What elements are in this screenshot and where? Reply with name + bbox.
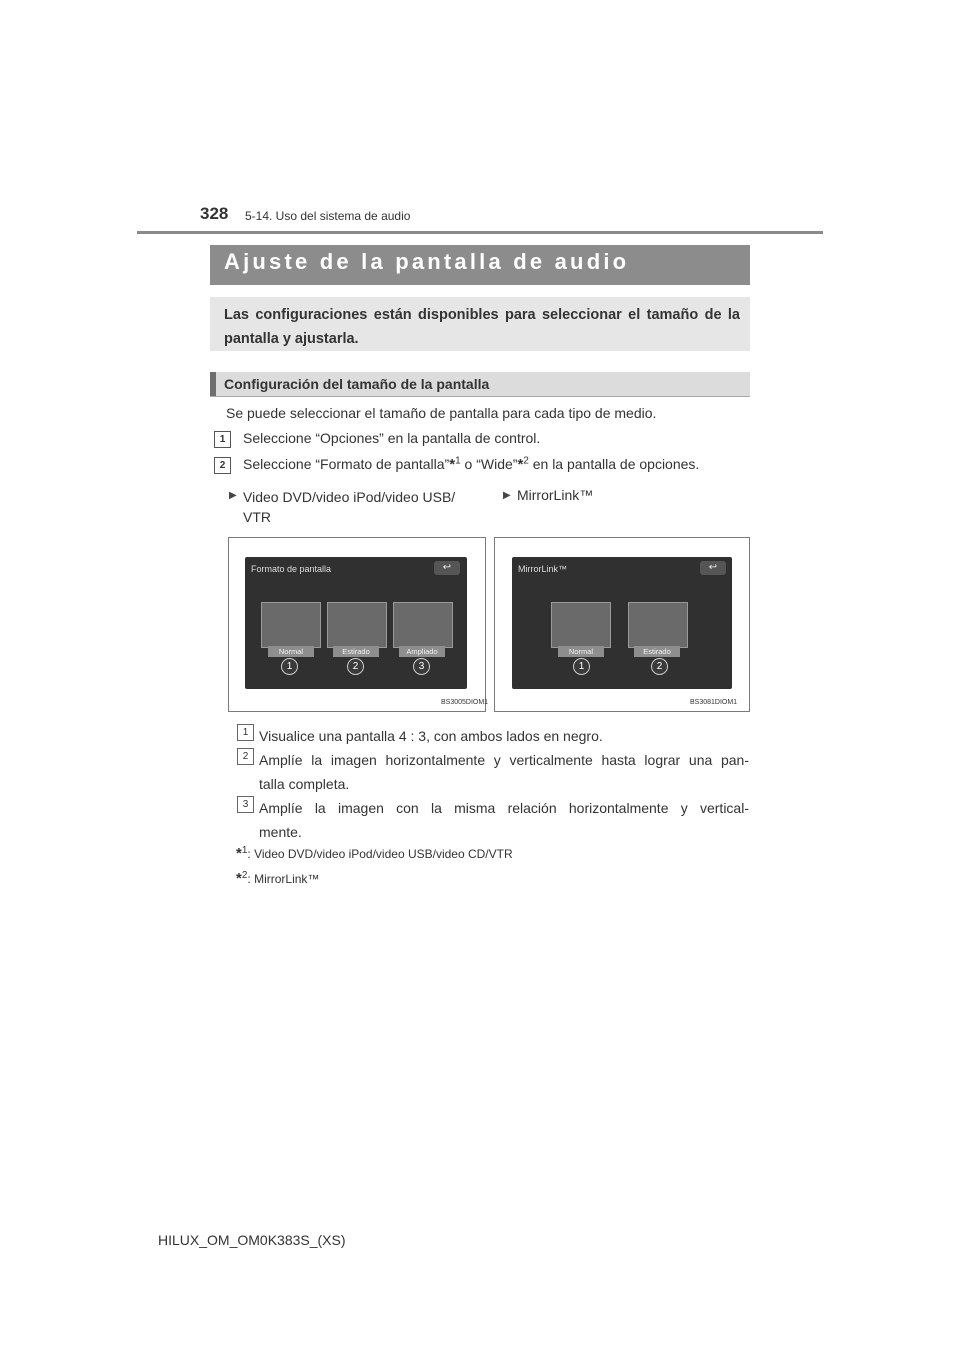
test-pattern-ampliado [393, 602, 453, 648]
step-number: 1 [214, 431, 231, 448]
triangle-bullet-icon: ▶ [229, 490, 237, 501]
estirado-button[interactable]: Estirado [634, 646, 680, 657]
screen-title: MirrorLink™ [518, 564, 568, 574]
display-screen-right [512, 557, 732, 689]
footnote: *$^2$: MirrorLink™ [236, 870, 320, 887]
callout-number: 2 [651, 658, 668, 675]
test-pattern-estirado [327, 602, 387, 648]
test-pattern-normal [551, 602, 611, 648]
header-divider [137, 231, 823, 234]
callout-number: 1 [281, 658, 298, 675]
ampliado-button[interactable]: Ampliado [399, 646, 445, 657]
page-number: 328 [200, 204, 229, 223]
step-text: Seleccione “Opciones” en la pantalla de control. [243, 430, 541, 446]
media-label-right: MirrorLink™ [517, 487, 594, 503]
step-text: Seleccione “Formato de pantalla”*$^1$ o “Wide”*$^2$ en la pantalla de opciones. [243, 455, 700, 473]
callout-number: 2 [347, 658, 364, 675]
triangle-bullet-icon: ▶ [503, 490, 511, 501]
callout-number: 3 [413, 658, 430, 675]
screen-title: Formato de pantalla [251, 564, 332, 574]
test-pattern-estirado [628, 602, 688, 648]
page-title: Ajuste de la pantalla de audio [224, 249, 630, 274]
footnote: *$^1$: Video DVD/video iPod/video USB/video CD/VTR [236, 845, 513, 862]
description-number: 1 [237, 724, 254, 741]
back-icon[interactable]: ↩ [700, 561, 726, 575]
description-number: 3 [237, 796, 254, 813]
test-pattern-normal [261, 602, 321, 648]
callout-number: 1 [573, 658, 590, 675]
description-number: 2 [237, 748, 254, 765]
estirado-button[interactable]: Estirado [333, 646, 379, 657]
image-code: BS3005DIOM1 [441, 699, 489, 706]
lead-text: Se puede seleccionar el tamaño de pantalla para cada tipo de medio. [226, 405, 657, 421]
intro-text: Las configuraciones están disponibles para seleccionar el tamaño de la pantalla y ajustarla. [224, 307, 740, 347]
document-code: HILUX_OM_OM0K383S_(XS) [158, 1232, 346, 1248]
description-text: Visualice una pantalla 4 : 3, con ambos lados en negro. [259, 728, 603, 744]
normal-button[interactable]: Normal [558, 646, 604, 657]
description-text: Amplíe la imagen horizontalmente y verticalmente hasta lograr una pan- talla completa. [259, 752, 749, 792]
section-reference: 5-14. Uso del sistema de audio [245, 209, 411, 223]
step-number: 2 [214, 457, 231, 474]
description-text: Amplíe la imagen con la misma relación horizontalmente y vertical- mente. [259, 800, 749, 840]
back-icon[interactable]: ↩ [434, 561, 460, 575]
subsection-title: Configuración del tamaño de la pantalla [224, 376, 490, 392]
media-label-left: Video DVD/video iPod/video USB/ VTR [243, 489, 456, 525]
image-code: BS3081DIOM1 [690, 699, 738, 706]
subsection-accent [210, 372, 216, 396]
normal-button[interactable]: Normal [268, 646, 314, 657]
